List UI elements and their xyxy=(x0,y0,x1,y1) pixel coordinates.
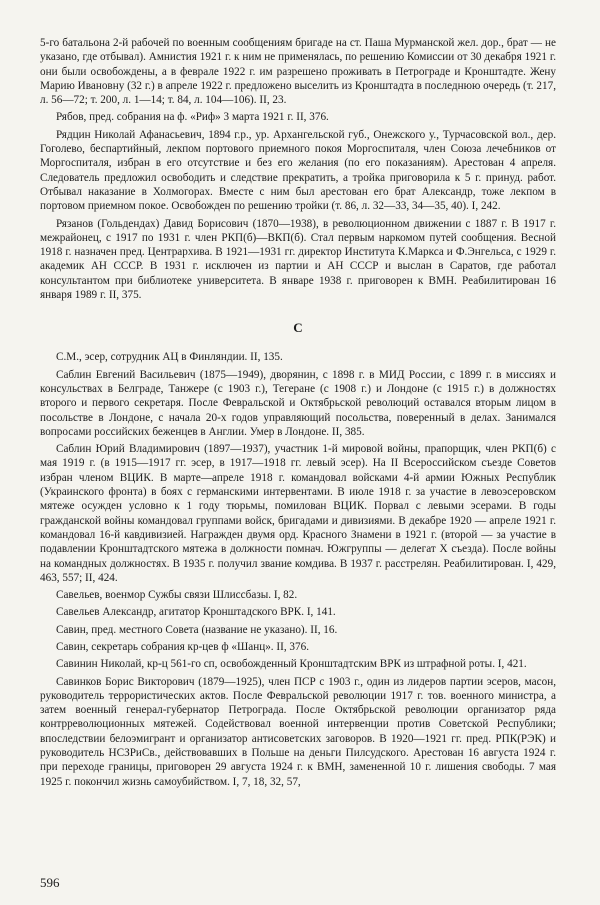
entry-savin-pred: Савин, пред. местного Совета (название не указано). II, 16. xyxy=(56,623,338,636)
entry-ryadtsin: Рядцин Николай Афанасьевич, 1894 г.р., ур. Архангельской губ., Онежского у., Турчасовской вол., дер. Гоголево, беспартийный, лекпом портового приемного покоя Моргоспиталя, член Союза лечебников от Моргоспиталя, избран в его отсутствие и без его желания (по его показаниям). Арестован 4 апреля. Следователь предложил освободить и следствие прекратить, а тройка приговорила к 5 г. принуд. работ. Отбывал наказание в Холмогорах. Вместе с ним был арестован его брат Александр, тоже лекпом в портовом приемном покое. Освобожден по решению тройки (т. 86, л. 32—33, 34—35, 40). I, 242. xyxy=(40,128,556,213)
entry-continuation: 5-го батальона 2-й рабочей по военным сообщениям бригаде на ст. Паша Мурманской жел. дор., брат — не указано, где отбывал). Амнистия 1921 г. к ним не применялась, по решению Комиссии от 30 декабря 1921 г. они были освобождены, а в феврале 1922 г. им разрешено проживать в Петрограде и Кронштадте. Жену Марию Ивановну (32 г.) в апреле 1922 г. предложено выселить из Кронштадта в последнюю очередь (т. 217, л. 56—72; т. 200, л. 1—14; т. 84, л. 104—106). II, 23. xyxy=(40,37,556,107)
entry-savin-secretary: Савин, секретарь собрания кр-цев ф «Шанц». II, 376. xyxy=(56,640,310,653)
entry-sablin-yuri: Саблин Юрий Владимирович (1897—1937), участник 1-й мировой войны, прапорщик, член РКП(б) с мая 1919 г. (в 1915—1917 гг. эсер, в 1917—1918 гг. левый эсер). На II Всероссийском съезде Советов избран членом ВЦИК. В марте—апреле 1918 г. командовал войсками 4-й армии Южных Республик (Украинского фронта) в боях с германскими интервентами. В июле 1918 г. за участие в левоэсеровском мятеже осужден условно к 1 году тюрьмы, помилован ВЦИК. Порвал с левыми эсерами. В годы гражданской войны командовал группами войск, бригадами и дивизиями. В декабре 1920 — апреле 1921 г. командовал 16-й кавдивизией. Награжден двумя орд. Красного Знамени в 1921 г. (второй — за участие в подавлении Кронштадтского мятежа в должности помнач. Южгруппы — делегат X съезда). После войны на командных должностях. В 1935 г. получил звание комдива. В 1937 г. расстрелян. Реабилитирован. I, 429, 463, 557; II, 424. xyxy=(40,443,556,584)
entry-sablin-evgeny: Саблин Евгений Васильевич (1875—1949), дворянин, с 1898 г. в МИД России, с 1899 г. в миссиях и консульствах в Белграде, Танжере (с 1903 г.), Тегеране (с 1908 г.) и Лондоне (с 1915 г.) в должностях второго и первого секретаря. После Февральской и Октябрьской революций оставался вторым лицом в посольстве в Лондоне, с начала 20-х годов управляющий посольства, поверенный в делах. Занимался вопросами российских беженцев в Англии. Умер в Лондоне. II, 385. xyxy=(40,368,556,438)
entry-ryabov: Рябов, пред. собрания на ф. «Риф» 3 марта 1921 г. II, 376. xyxy=(56,111,329,124)
entry-sm: С.М., эсер, сотрудник АЦ в Финляндии. II, 135. xyxy=(56,351,283,364)
entry-savelyev-voenmor: Савельев, военмор Сужбы связи Шлиссбазы. I, 82. xyxy=(56,589,298,602)
page-number: 596 xyxy=(40,875,60,890)
entry-ryazanov: Рязанов (Гольдендах) Давид Борисович (1870—1938), в революционном движении с 1887 г. В 1917 г. межрайонец, с 1917 по 1931 г. член РКП(б)—ВКП(б). Стал первым наркомом путей сообщения. Весной 1918 г. назначен пред. Центрархива. В 1921—1931 гг. директор Института К.Маркса и Ф.Энгельса, с 1929 г. академик АН СССР. В 1931 г. исключен из партии и АН СССР и выслан в Саратов, где работал консультантом при библиотеке университета. В январе 1938 г. приговорен к ВМН. Реабилитирован 16 января 1989 г. II, 375. xyxy=(40,217,556,302)
entry-savinkov: Савинков Борис Викторович (1879—1925), член ПСР с 1903 г., один из лидеров партии эсеров, масон, руководитель террористических актов. После Февральской революции 1917 г. тов. военного министра, а затем военный генерал-губернатор Петрограда. После Октябрьской революции организатор ряда контрреволюционных мятежей. Содействовал военной интервенции против Советской Республики; впоследствии белоэмигрант и организатор антисоветских заговоров. В 1920—1921 гг. пред. РПК(РЭК) и руководитель НСЗРиСв., действовавших в Польше на деньги Пилсудского. Арестован 16 августа 1924 г. при переходе границы, приговорен 29 августа 1924 г. к ВМН, замененной 10 г. лишения свободы. 7 мая 1925 г. покончил жизнь самоубийством. I, 7, 18, 32, 57, xyxy=(40,675,556,788)
entry-savelyev-alexandr: Савельев Александр, агитатор Кронштадского ВРК. I, 141. xyxy=(56,606,336,619)
entry-savinin: Савинин Николай, кр-ц 561-го сп, освобожденный Кронштадтским ВРК из штрафной роты. I, 421. xyxy=(56,658,527,671)
section-letter-heading: С xyxy=(293,320,303,336)
entries-bottom xyxy=(40,350,556,789)
entries-top xyxy=(40,36,556,302)
